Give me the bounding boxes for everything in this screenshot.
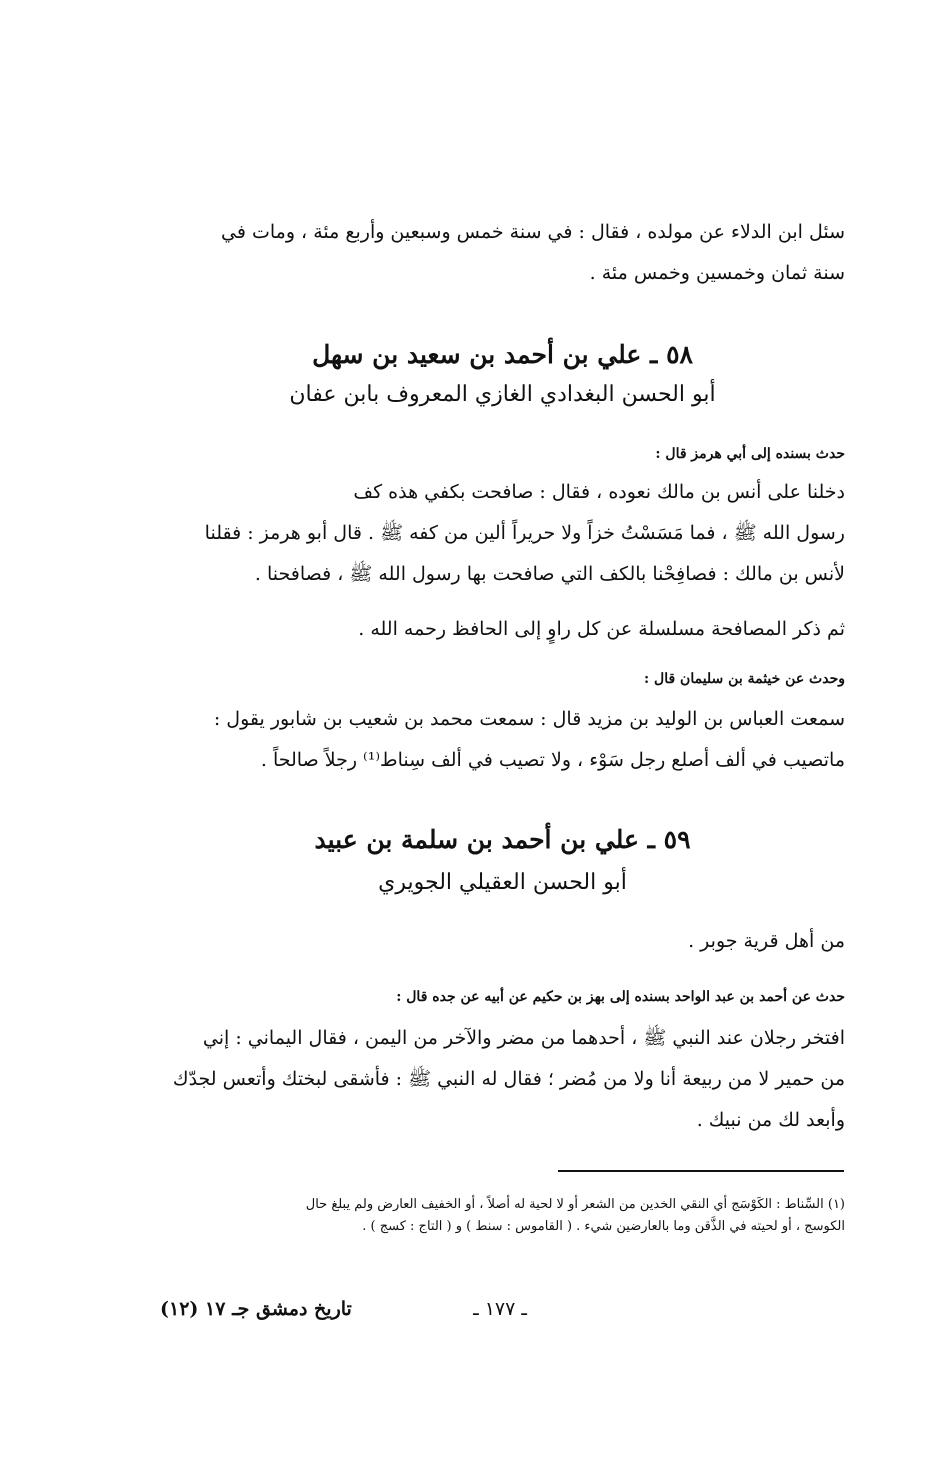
entry-59-isnad: حدث عن أحمد بن عبد الواحد بسنده إلى بهز بن حكيم عن أبيه عن جده قال : bbox=[396, 989, 845, 1005]
text-line: سنة ثمان وخمسين وخمس مئة . bbox=[589, 262, 845, 284]
entry-58-subtitle: أبو الحسن البغدادي الغازي المعروف بابن عفان bbox=[289, 382, 716, 407]
entry-59-origin: من أهل قرية جوبر . bbox=[688, 930, 845, 952]
text-line: سئل ابن الدلاء عن مولده ، فقال : في سنة خمس وسبعين وأربع مئة ، ومات في bbox=[221, 221, 845, 243]
text-line: سمعت العباس بن الوليد بن مزيد قال : سمعت محمد بن شعيب بن شابور يقول : bbox=[213, 708, 845, 730]
page-number: ـ ١٧٧ ـ bbox=[473, 1298, 527, 1320]
text-line: ماتصيب في ألف أصلع رجل سَوْء ، ولا تصيب في ألف سِناط⁽¹⁾ رجلاً صالحاً . bbox=[260, 749, 845, 771]
text-line: وأبعد لك من نبيك . bbox=[696, 1109, 845, 1131]
entry-58-title: ٥٨ ـ علي بن أحمد بن سعيد بن سهل bbox=[312, 340, 693, 369]
entry-59-subtitle: أبو الحسن العقيلي الجويري bbox=[378, 870, 627, 895]
entry-58-hadith-2 bbox=[160, 699, 845, 781]
text-line: افتخر رجلان عند النبي ﷺ ، أحدهما من مضر والآخر من اليمن ، فقال اليماني : إني bbox=[202, 1027, 845, 1049]
intro-paragraph bbox=[160, 212, 845, 294]
entry-58-note bbox=[160, 609, 845, 650]
footnote-line: (١) السِّناط : الكَوْسَج أي النقي الخدين من الشعر أو لا لحية له أصلاً ، أو الخفيف العارض ولم يبلغ حال bbox=[305, 1197, 845, 1212]
entry-59-title: ٥٩ ـ علي بن أحمد بن سلمة بن عبيد bbox=[314, 825, 691, 854]
book-reference: تاريخ دمشق جـ ١٧ (١٢) bbox=[160, 1298, 352, 1320]
footnote bbox=[160, 1194, 845, 1238]
footnote-divider bbox=[558, 1170, 844, 1172]
entry-58-isnad-1: حدث بسنده إلى أبي هرمز قال : bbox=[655, 446, 845, 462]
text-line: ثم ذكر المصافحة مسلسلة عن كل راوٍ إلى الحافظ رحمه الله . bbox=[358, 618, 845, 640]
text-line: رسول الله ﷺ ، فما مَسَسْتُ خزاً ولا حريراً ألين من كفه ﷺ . قال أبو هرمز : فقلنا bbox=[204, 522, 845, 544]
entry-58-isnad-2: وحدث عن خيثمة بن سليمان قال : bbox=[644, 671, 845, 687]
text-line: من حمير لا من ربيعة أنا ولا من مُضر ؛ فقال له النبي ﷺ : فأشقى لبختك وأتعس لجدّك bbox=[172, 1068, 845, 1090]
footnote-line: الكوسج ، أو لحيته في الذَّقن وما بالعارضين شيء . ( القاموس : سنط ) و ( التاج : كسج ) . bbox=[362, 1219, 845, 1234]
text-line: لأنس بن مالك : فصافِحْنا بالكف التي صافحت بها رسول الله ﷺ ، فصافحنا . bbox=[254, 563, 845, 585]
text-line: دخلنا على أنس بن مالك نعوده ، فقال : صافحت بكفي هذه كف bbox=[353, 481, 845, 503]
entry-58-hadith-1 bbox=[160, 472, 845, 595]
entry-59-hadith bbox=[160, 1018, 845, 1141]
